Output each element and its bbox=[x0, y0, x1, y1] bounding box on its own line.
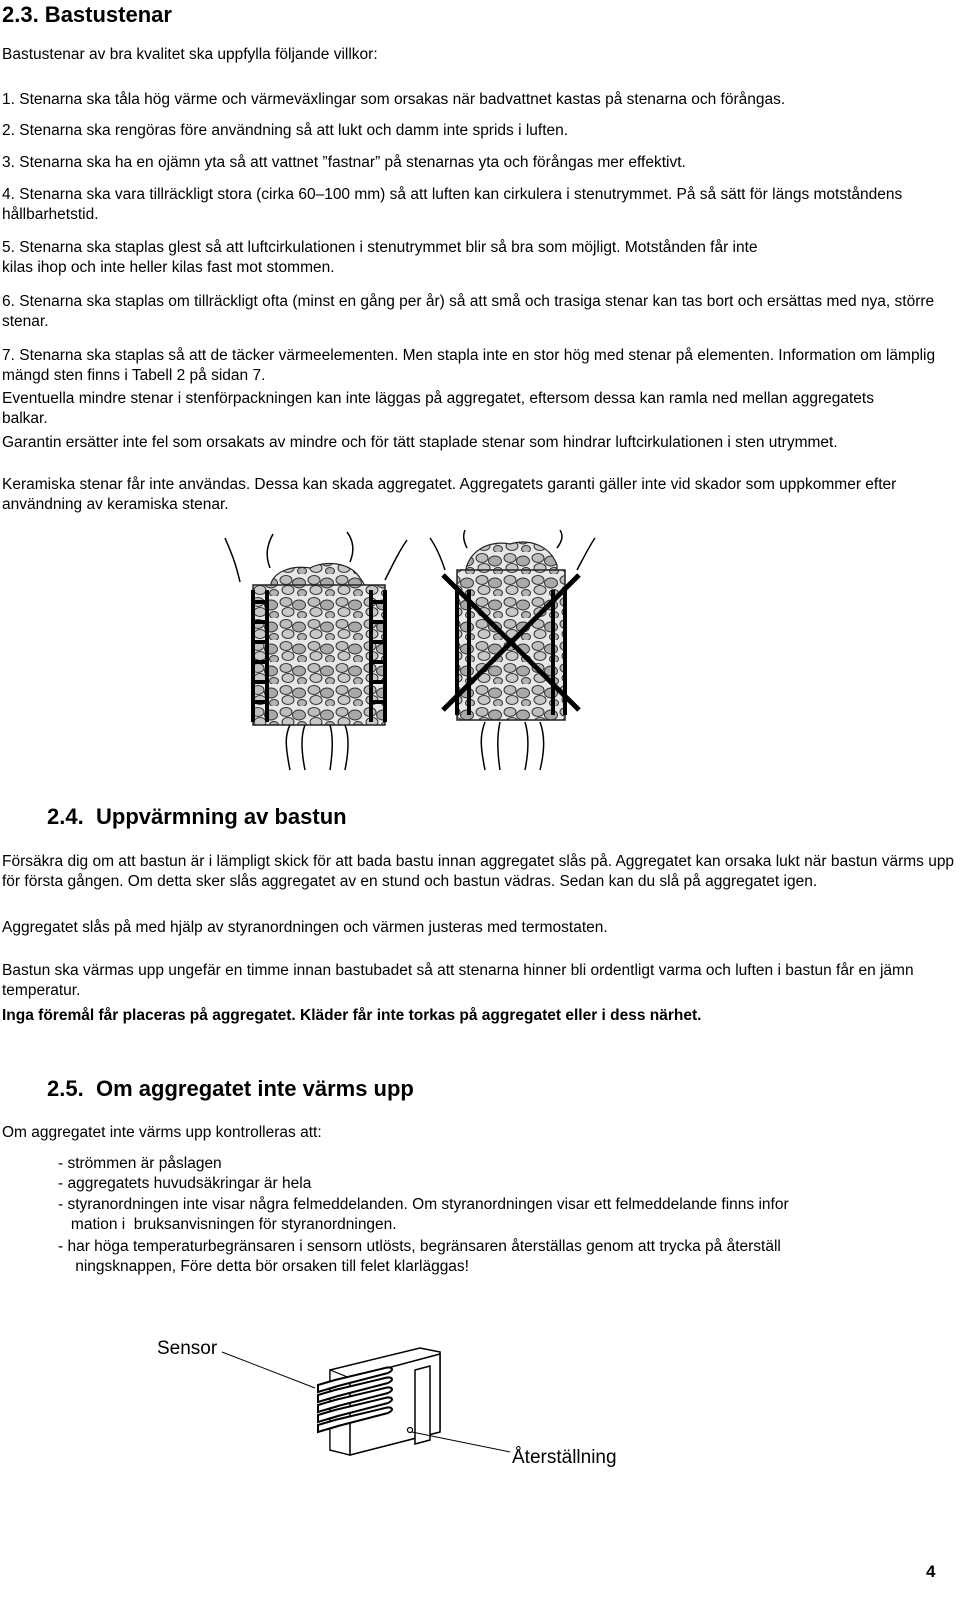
check-item-controller-cont: mation i bruksanvisningen för styranordningen. bbox=[58, 1216, 397, 1233]
check-item-limiter-cont: ningsknappen, Före detta bör orsaken till felet klarläggas! bbox=[58, 1258, 469, 1275]
section-2-5-number: 2.5. bbox=[47, 1076, 84, 1101]
para-switch-on: Aggregatet slås på med hjälp av styranordningen och värmen justeras med termostaten. bbox=[2, 919, 608, 936]
para-preheat: Bastun ska värmas upp ungefär en timme innan bastubadet så att stenarna hinner bli ordentligt varma och luften i bastun får en jämn temperatur. bbox=[2, 962, 914, 999]
reset-leader-line bbox=[412, 1432, 510, 1452]
rule-6: 6. Stenarna ska staplas om tillräckligt ofta (minst en gång per år) så att små och trasiga stenar kan tas bort och ersättas med nya, större stenar. bbox=[2, 293, 935, 330]
page-number: 4 bbox=[926, 1562, 936, 1581]
section-2-4-title: Uppvärmning av bastun bbox=[96, 804, 347, 829]
reset-label: Återställning bbox=[512, 1447, 617, 1468]
section-2-5-intro: Om aggregatet inte värms upp kontrolleras att: bbox=[2, 1124, 322, 1141]
check-item-power: - strömmen är påslagen bbox=[58, 1155, 222, 1172]
sensor-label: Sensor bbox=[157, 1338, 218, 1359]
reset-button-icon bbox=[408, 1428, 413, 1433]
heater-incorrect bbox=[430, 530, 595, 770]
section-2-4-number: 2.4. bbox=[47, 804, 84, 829]
section-2-3-heading: 2.3. Bastustenar bbox=[2, 2, 172, 27]
rule-2: 2. Stenarna ska rengöras före användning så att lukt och damm inte sprids i luften. bbox=[2, 122, 569, 139]
check-item-limiter: - har höga temperaturbegränsaren i sensorn utlösts, begränsaren återställas genom att trycka på återställ bbox=[58, 1238, 781, 1255]
rule-4: 4. Stenarna ska vara tillräckligt stora (cirka 60–100 mm) så att luften kan cirkulera i stenutrymmet. På så sätt för längs motståndens hållbarhetstid. bbox=[2, 186, 903, 223]
sensor-leader-line bbox=[222, 1352, 315, 1388]
para-small-stones: Eventuella mindre stenar i stenförpackningen kan inte läggas på aggregatet, eftersom dessa kan ramla ned mellan aggregatets balkar. bbox=[2, 390, 874, 427]
heater-correct bbox=[225, 532, 407, 770]
section-2-5-title: Om aggregatet inte värms upp bbox=[96, 1076, 414, 1101]
check-item-fuses: - aggregatets huvudsäkringar är hela bbox=[58, 1175, 312, 1192]
rule-5: 5. Stenarna ska staplas glest så att luftcirkulationen i stenutrymmet blir så bra som möjligt. Motstånden får inte kilas ihop och inte heller kilas fast mot stommen. bbox=[2, 239, 758, 276]
rule-7: 7. Stenarna ska staplas så att de täcker värmeelementen. Men stapla inte en stor hög med stenar på elementen. Information om lämplig mängd sten finns i Tabell 2 på sidan 7. bbox=[2, 347, 936, 384]
rule-3: 3. Stenarna ska ha en ojämn yta så att vattnet ”fastnar” på stenarnas yta och förångas mer effektivt. bbox=[2, 154, 686, 171]
para-check-sauna: Försäkra dig om att bastun är i lämpligt skick för att bada bastu innan aggregatet slås på. Aggregatet kan orsaka lukt när bastun värms upp för första gången. Om detta sker slås aggregatet av en stund och bastun vädras. Sedan kan du slå på aggregatet igen. bbox=[2, 853, 955, 890]
para-ceramic: Keramiska stenar får inte användas. Dessa kan skada aggregatet. Aggregatets garanti gäller inte vid skador som uppkommer efter användning av keramiska stenar. bbox=[2, 476, 897, 513]
check-item-controller: - styranordningen inte visar några felmeddelanden. Om styranordningen visar ett felmeddelande finns infor bbox=[58, 1196, 789, 1213]
para-warranty: Garantin ersätter inte fel som orsakats av mindre och för tätt staplade stenar som hindrar luftcirkulationen i sten utrymmet. bbox=[2, 434, 838, 451]
warning-nothing-on-heater: Inga föremål får placeras på aggregatet. Kläder får inte torkas på aggregatet eller i dess närhet. bbox=[2, 1007, 702, 1024]
rule-1: 1. Stenarna ska tåla hög värme och värmeväxlingar som orsakas när badvattnet kastas på stenarna och förångas. bbox=[2, 91, 786, 108]
sensor-illustration bbox=[220, 1340, 520, 1490]
section-2-3-intro: Bastustenar av bra kvalitet ska uppfylla följande villkor: bbox=[2, 46, 378, 63]
stone-stacking-illustration bbox=[195, 530, 755, 780]
